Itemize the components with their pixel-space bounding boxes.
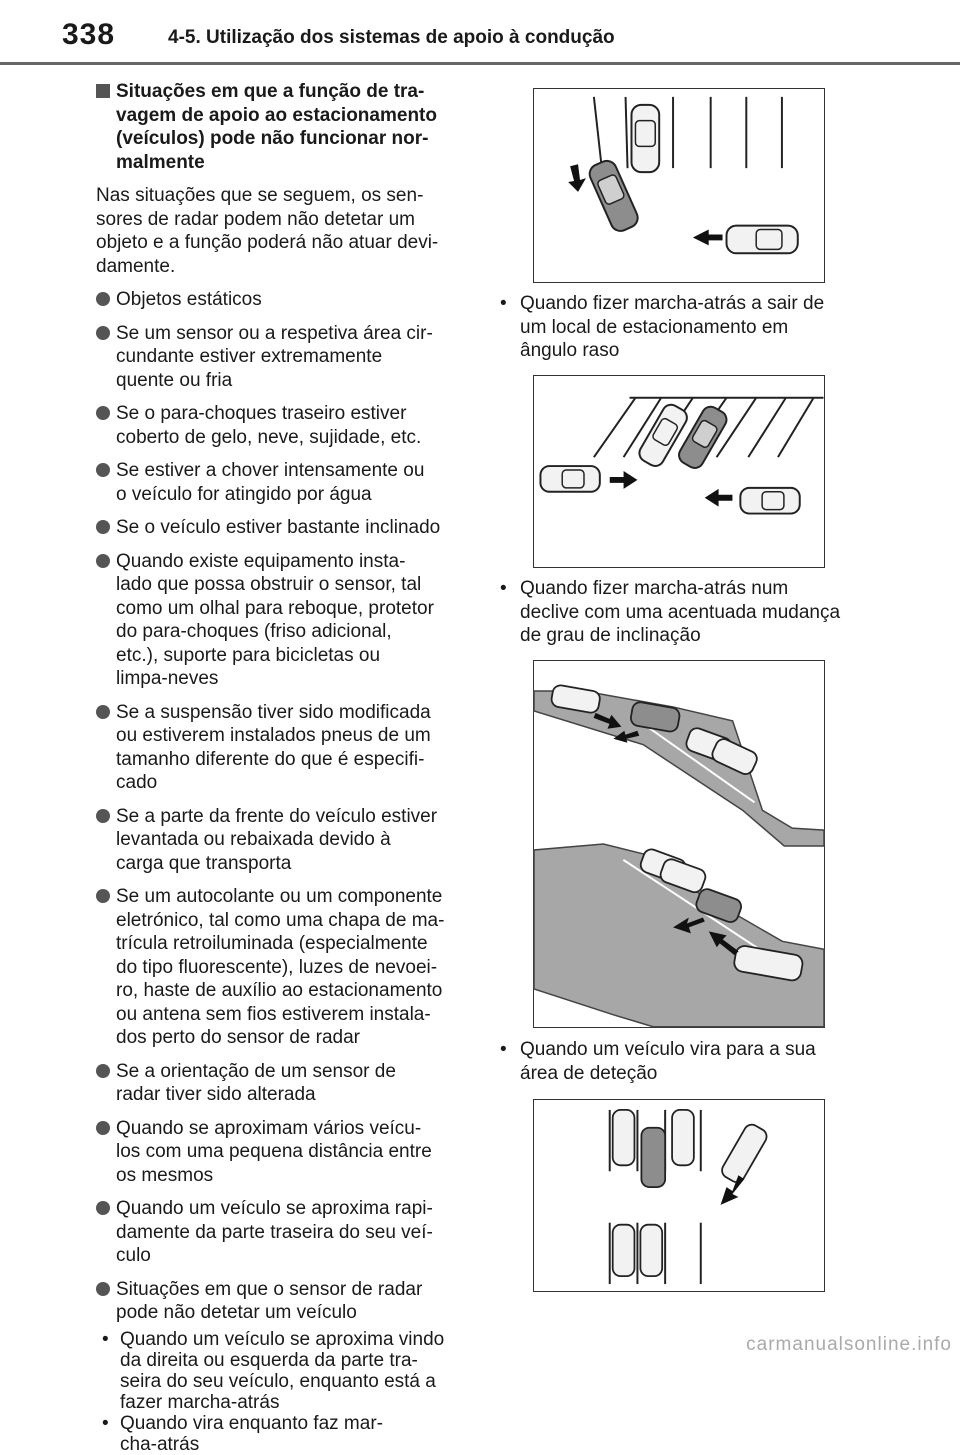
heading-line: malmente xyxy=(116,151,205,173)
bullet-line: Quando um veículo se aproxima rapi- xyxy=(116,1198,433,1219)
car-left xyxy=(540,466,599,492)
square-bullet-icon xyxy=(96,84,110,98)
bullet-line: Quando existe equipamento insta- xyxy=(116,550,406,572)
caption-3 xyxy=(496,1038,876,1085)
bullet-line: tamanho diferente do que é especifi- xyxy=(116,748,425,770)
chapter-title: 4-5. Utilização dos sistemas de apoio à condução xyxy=(168,27,615,48)
heading-line: (veículos) pode não funcionar nor- xyxy=(116,128,429,149)
car-parked xyxy=(631,105,659,172)
caption-line: um local de estacionamento em xyxy=(520,316,789,338)
bullet-list xyxy=(96,288,468,1325)
caption-line: área de deteção xyxy=(520,1062,658,1084)
caption-line: Quando fizer marcha-atrás a sair de xyxy=(520,293,825,314)
bullet-line: cundante estiver extremamente xyxy=(116,346,383,367)
bullet-line: como um olhal para reboque, protetor xyxy=(116,597,434,619)
bullet-line: Se o para-choques traseiro estiver xyxy=(116,403,407,424)
sub-bullet-line: cha-atrás xyxy=(120,1433,200,1455)
sub-bullet-mark: • xyxy=(102,1412,109,1434)
circle-bullet-icon xyxy=(96,1121,110,1135)
bullet-line: Objetos estáticos xyxy=(116,289,262,310)
bullet-item xyxy=(96,402,468,449)
bullet-line: los com uma pequena distância entre xyxy=(116,1141,432,1162)
sub-bullet-item xyxy=(98,1413,468,1455)
circle-bullet-icon xyxy=(96,1201,110,1215)
bullet-line: carga que transporta xyxy=(116,852,292,874)
car-parked-right xyxy=(672,1110,694,1165)
caption-line: ângulo raso xyxy=(520,340,620,361)
circle-bullet-icon xyxy=(96,889,110,903)
bullet-line: etc.), suporte para bicicletas ou xyxy=(116,644,381,666)
circle-bullet-icon xyxy=(96,1282,110,1296)
bullet-item xyxy=(96,885,468,1050)
bullet-item xyxy=(96,322,468,393)
sub-bullet-line: Quando vira enquanto faz mar- xyxy=(120,1412,383,1434)
right-arrow-icon xyxy=(610,471,638,489)
bullet-line: Se a orientação de um sensor de xyxy=(116,1060,396,1082)
bullet-line: limpa-neves xyxy=(116,668,219,689)
circle-bullet-icon xyxy=(96,1064,110,1078)
intro-paragraph xyxy=(96,184,468,278)
bullet-line: radar tiver sido alterada xyxy=(116,1084,316,1105)
caption-line: Quando fizer marcha-atrás num xyxy=(520,578,789,599)
car-bottom-2 xyxy=(640,1225,662,1276)
caption-line: declive com uma acentuada mudança xyxy=(520,601,841,623)
intro-line: Nas situações que se seguem, os sen- xyxy=(96,185,424,206)
figure-2-illustration xyxy=(534,376,824,567)
bullet-line: Quando se aproximam vários veícu- xyxy=(116,1117,422,1139)
bullet-item xyxy=(96,288,468,312)
bullet-line: trícula retroiluminada (especialmente xyxy=(116,933,428,954)
section-heading xyxy=(96,80,468,174)
bullet-line: pode não detetar um veículo xyxy=(116,1302,357,1323)
heading-line: vagem de apoio ao estacionamento xyxy=(116,104,437,126)
bullet-item xyxy=(96,1278,468,1325)
bullet-line: cado xyxy=(116,772,158,793)
circle-bullet-icon xyxy=(96,406,110,420)
bullet-line: Se a suspensão tiver sido modificada xyxy=(116,701,431,723)
car-turning xyxy=(719,1122,769,1185)
bullet-item xyxy=(96,1117,468,1188)
caption-bullet: • xyxy=(500,1039,507,1060)
header-divider xyxy=(0,62,960,65)
reverse-arrow-icon xyxy=(568,164,586,192)
bullet-line: dos perto do sensor de radar xyxy=(116,1027,360,1048)
circle-bullet-icon xyxy=(96,705,110,719)
car-approaching xyxy=(727,226,798,254)
sub-bullet-line: fazer marcha-atrás xyxy=(120,1391,280,1413)
car-bottom-1 xyxy=(613,1225,635,1276)
circle-bullet-icon xyxy=(96,326,110,340)
sub-bullet-list xyxy=(96,1329,468,1455)
bullet-line: Se estiver a chover intensamente ou xyxy=(116,460,425,481)
bullet-line: ou estiverem instalados pneus de um xyxy=(116,725,431,746)
caption-1 xyxy=(496,292,876,363)
left-arrow-icon xyxy=(705,489,733,507)
car-reversing xyxy=(641,1128,665,1187)
caption-line: de grau de inclinação xyxy=(520,625,701,646)
bullet-line: Se a parte da frente do veículo estiver xyxy=(116,805,438,827)
circle-bullet-icon xyxy=(96,554,110,568)
bullet-item xyxy=(96,1060,468,1107)
intro-line: damente. xyxy=(96,255,176,277)
watermark: carmanualsonline.info xyxy=(746,1334,952,1355)
bullet-item xyxy=(96,701,468,795)
bullet-line: coberto de gelo, neve, sujidade, etc. xyxy=(116,426,422,448)
bullet-line: Se um autocolante ou um componente xyxy=(116,886,443,907)
page-header xyxy=(0,0,960,64)
bullet-line: Se um sensor ou a respetiva área cir- xyxy=(116,322,433,344)
bullet-line: Se o veículo estiver bastante inclinado xyxy=(116,517,441,538)
bullet-item xyxy=(96,550,468,691)
bullet-line: ro, haste de auxílio ao estacionamento xyxy=(116,980,443,1001)
bullet-line: damente da parte traseira do seu veí- xyxy=(116,1221,433,1243)
bullet-line: do tipo fluorescente), luzes de nevoei- xyxy=(116,956,438,978)
bullet-line: lado que possa obstruir o sensor, tal xyxy=(116,574,422,595)
figure-slope-change xyxy=(533,660,825,1028)
bullet-line: eletrónico, tal como uma chapa de ma- xyxy=(116,909,445,931)
caption-2 xyxy=(496,577,876,648)
bullet-item xyxy=(96,516,468,540)
car-reversing xyxy=(587,158,641,234)
figure-turning-vehicle xyxy=(533,1099,825,1292)
figure-4-illustration xyxy=(534,1100,824,1291)
circle-bullet-icon xyxy=(96,520,110,534)
caption-line: Quando um veículo vira para a sua xyxy=(520,1039,816,1060)
circle-bullet-icon xyxy=(96,463,110,477)
bullet-line: o veículo for atingido por água xyxy=(116,483,372,505)
bullet-line: ou antena sem fios estiverem instala- xyxy=(116,1003,431,1025)
caption-bullet: • xyxy=(500,293,507,314)
bullet-item xyxy=(96,1197,468,1268)
bullet-line: os mesmos xyxy=(116,1164,214,1186)
sub-bullet-line: Quando um veículo se aproxima vindo xyxy=(120,1328,445,1350)
bullet-item xyxy=(96,805,468,876)
bullet-line: quente ou fria xyxy=(116,369,233,391)
circle-bullet-icon xyxy=(96,809,110,823)
bullet-line: do para-choques (friso adicional, xyxy=(116,621,392,642)
sub-bullet-line: seira do seu veículo, enquanto está a xyxy=(120,1370,436,1392)
bullet-item xyxy=(96,459,468,506)
heading-line: Situações em que a função de tra- xyxy=(116,81,425,102)
bullet-line: levantada ou rebaixada devido à xyxy=(116,829,391,850)
sub-bullet-line: da direita ou esquerda da parte tra- xyxy=(120,1349,418,1371)
circle-bullet-icon xyxy=(96,292,110,306)
car-right xyxy=(740,488,799,514)
approach-arrow-icon xyxy=(693,230,723,246)
intro-line: objeto e a função poderá não atuar devi- xyxy=(96,232,439,253)
figure-1-illustration xyxy=(534,89,824,282)
figure-3-illustration xyxy=(534,661,824,1027)
caption-bullet: • xyxy=(500,578,507,599)
figure-diagonal-parking xyxy=(533,375,825,568)
sub-bullet-mark: • xyxy=(102,1328,109,1350)
page-number: 338 xyxy=(62,18,116,51)
intro-line: sores de radar podem não detetar um xyxy=(96,208,415,230)
car-parked-left xyxy=(613,1110,635,1165)
bullet-line: culo xyxy=(116,1245,151,1266)
sub-bullet-item xyxy=(98,1329,468,1413)
bullet-line: Situações em que o sensor de radar xyxy=(116,1278,423,1300)
figure-angled-parking-exit xyxy=(533,88,825,283)
left-column xyxy=(96,80,468,1455)
